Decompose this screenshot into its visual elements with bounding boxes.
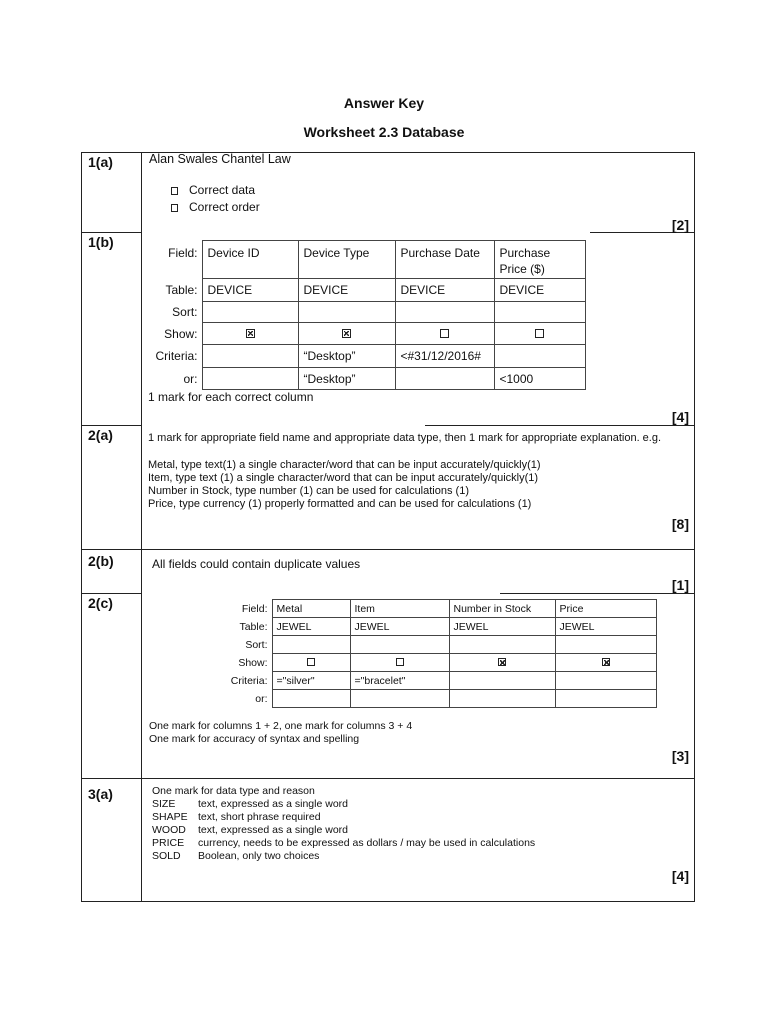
list-item: Correct data bbox=[171, 183, 255, 197]
question-number: 2(c) bbox=[88, 595, 113, 611]
answer-line: Item, type text (1) a single character/word that can be input accurately/quickly(1) bbox=[148, 472, 539, 484]
page-subtitle: Worksheet 2.3 Database bbox=[303, 124, 465, 140]
marks-badge: [3] bbox=[671, 748, 689, 764]
field-cell: Device Type bbox=[298, 241, 395, 279]
marks-badge: [4] bbox=[671, 409, 689, 425]
column-divider bbox=[141, 152, 142, 902]
row-label: Table: bbox=[239, 620, 268, 633]
show-checkbox-unchecked-icon bbox=[440, 329, 449, 338]
field-cell: Purchase Price ($) bbox=[494, 241, 586, 279]
row-divider bbox=[81, 549, 695, 550]
criteria-cell: ="bracelet" bbox=[350, 672, 449, 690]
student-names: Alan Swales Chantel Law bbox=[149, 152, 291, 166]
show-checkbox-checked-icon bbox=[246, 329, 255, 338]
criteria-cell: “Desktop” bbox=[298, 345, 395, 368]
row-divider bbox=[425, 425, 695, 426]
row-divider bbox=[500, 593, 695, 594]
answer-line: Price, type currency (1) properly formatted and can be used for calculations (1) bbox=[148, 498, 532, 510]
field-cell: Purchase Date bbox=[395, 241, 494, 279]
table-cell: DEVICE bbox=[298, 279, 395, 302]
list-item: SOLD Boolean, only two choices bbox=[152, 850, 320, 862]
show-checkbox-checked-icon bbox=[342, 329, 351, 338]
row-label: Show: bbox=[238, 656, 268, 669]
instruction: One mark for data type and reason bbox=[152, 785, 315, 797]
row-label: Criteria: bbox=[155, 349, 198, 363]
row-label: Sort: bbox=[245, 638, 268, 651]
row-divider bbox=[81, 232, 142, 233]
answer-line: Metal, type text(1) a single character/word that can be input accurately/quickly(1) bbox=[148, 459, 541, 471]
criteria-cell: ="silver" bbox=[272, 672, 350, 690]
list-item: Correct order bbox=[171, 200, 260, 214]
show-checkbox-checked-icon bbox=[498, 658, 506, 666]
answer-text: All fields could contain duplicate values bbox=[152, 557, 361, 571]
query-design-grid bbox=[148, 240, 586, 390]
row-label: Show: bbox=[164, 326, 198, 341]
table-cell: DEVICE bbox=[202, 279, 298, 302]
instruction: 1 mark for appropriate field name and appropriate data type, then 1 mark for appropriate explanation. e.g. bbox=[148, 432, 662, 444]
list-item: WOOD text, expressed as a single word bbox=[152, 824, 348, 836]
row-label: or: bbox=[255, 692, 268, 705]
table-cell: DEVICE bbox=[395, 279, 494, 302]
question-number: 1(b) bbox=[88, 234, 114, 250]
page-title: Answer Key bbox=[343, 95, 425, 111]
or-cell: <1000 bbox=[494, 368, 586, 390]
query-design-grid bbox=[220, 599, 657, 708]
question-number: 2(b) bbox=[88, 553, 114, 569]
field-cell: Number in Stock bbox=[449, 600, 555, 618]
checkbox-icon bbox=[171, 187, 178, 195]
row-label: Field: bbox=[241, 602, 268, 615]
table-cell: JEWEL bbox=[350, 618, 449, 636]
question-number: 3(a) bbox=[88, 786, 113, 802]
note: One mark for accuracy of syntax and spelling bbox=[149, 733, 360, 745]
marks-badge: [4] bbox=[671, 868, 689, 884]
row-divider bbox=[81, 425, 142, 426]
marks-badge: [8] bbox=[671, 516, 689, 532]
checkbox-icon bbox=[171, 204, 178, 212]
field-cell: Device ID bbox=[202, 241, 298, 279]
note: 1 mark for each correct column bbox=[148, 390, 314, 404]
row-label: Table: bbox=[165, 283, 198, 297]
question-number: 1(a) bbox=[88, 154, 113, 170]
row-divider bbox=[81, 593, 142, 594]
list-item: SIZE text, expressed as a single word bbox=[152, 798, 348, 810]
field-cell: Item bbox=[350, 600, 449, 618]
row-label: or: bbox=[183, 371, 198, 386]
table-cell: JEWEL bbox=[449, 618, 555, 636]
marks-badge: [1] bbox=[671, 577, 689, 593]
list-item: SHAPE text, short phrase required bbox=[152, 811, 321, 823]
marks-badge: [2] bbox=[671, 217, 689, 233]
row-label: Field: bbox=[168, 245, 198, 260]
table-cell: DEVICE bbox=[494, 279, 586, 302]
row-label: Sort: bbox=[172, 305, 198, 319]
answer-line: Number in Stock, type number (1) can be used for calculations (1) bbox=[148, 485, 469, 497]
show-checkbox-unchecked-icon bbox=[307, 658, 315, 666]
criteria-cell: <#31/12/2016# bbox=[395, 345, 494, 368]
or-cell: “Desktop” bbox=[298, 368, 395, 390]
field-cell: Metal bbox=[272, 600, 350, 618]
field-cell: Price bbox=[555, 600, 657, 618]
table-cell: JEWEL bbox=[555, 618, 657, 636]
question-number: 2(a) bbox=[88, 427, 113, 443]
list-item: PRICE currency, needs to be expressed as dollars / may be used in calculations bbox=[152, 837, 536, 849]
show-checkbox-unchecked-icon bbox=[396, 658, 404, 666]
row-divider bbox=[81, 778, 695, 779]
row-label: Criteria: bbox=[230, 674, 268, 687]
show-checkbox-checked-icon bbox=[602, 658, 610, 666]
note: One mark for columns 1 + 2, one mark for columns 3 + 4 bbox=[149, 720, 413, 732]
show-checkbox-unchecked-icon bbox=[535, 329, 544, 338]
table-cell: JEWEL bbox=[272, 618, 350, 636]
